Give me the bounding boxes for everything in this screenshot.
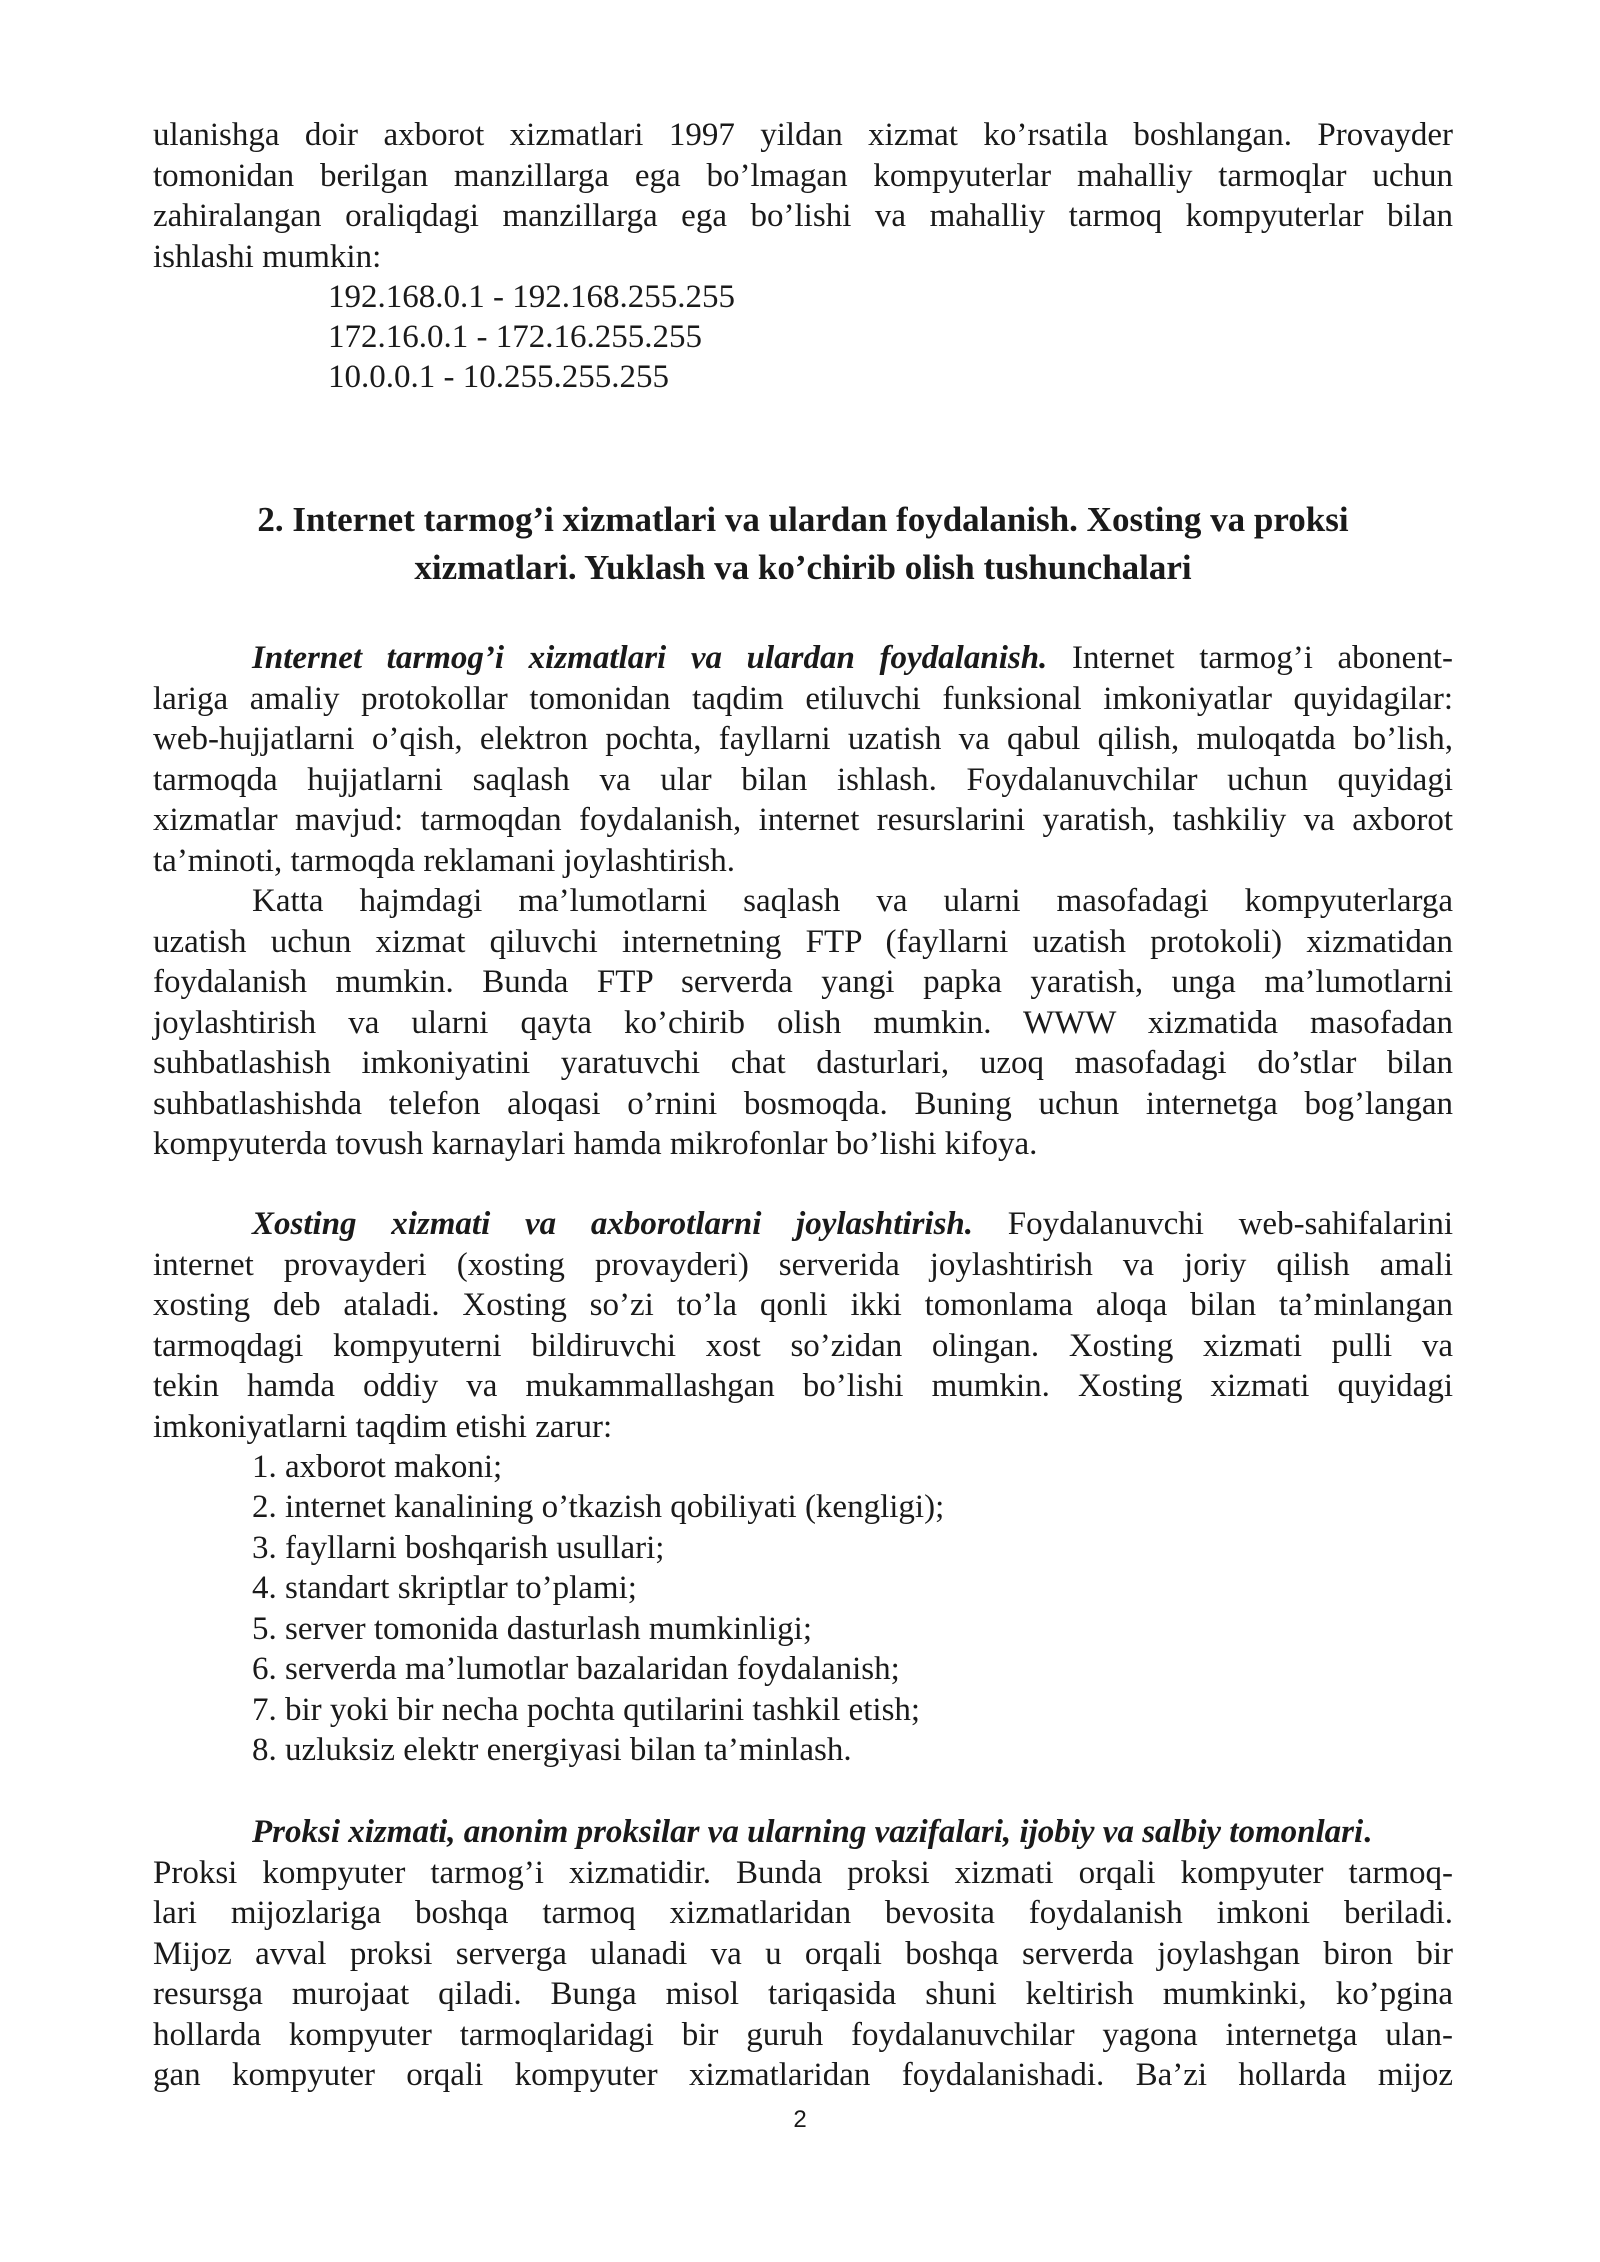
- list-item: 3. fayllarni boshqarish usullari;: [252, 1530, 665, 1566]
- text-line: Proksi kompyuter tarmog’i xizmatidir. Bunda proksi xizmati orqali kompyuter tarmoq-: [153, 1854, 1453, 1891]
- text-line: xizmatlar mavjud: tarmoqdan foydalanish, internet resurslarini yaratish, tashkiliy va axborot: [153, 802, 1453, 838]
- text-line: ulanishga doir axborot xizmatlari 1997 yildan xizmat ko’rsatila boshlangan. Provayder: [153, 117, 1453, 153]
- page-number: 2: [793, 2106, 807, 2133]
- text-line: Katta hajmdagi ma’lumotlarni saqlash va ularni masofadagi kompyuterlarga: [252, 883, 1453, 919]
- text-line: uzatish uchun xizmat qiluvchi internetning FTP (fayllarni uzatish protokoli) xizmatidan: [153, 923, 1453, 960]
- text-line: suhbatlashish imkoniyatini yaratuvchi chat dasturlari, uzoq masofadagi do’stlar bilan: [153, 1045, 1453, 1081]
- text-line: tomonidan berilgan manzillarga ega bo’lmagan kompyuterlar mahalliy tarmoqlar uchun: [153, 157, 1453, 194]
- text-line: suhbatlashishda telefon aloqasi o’rnini bosmoqda. Buning uchun internetga bog’langan: [153, 1085, 1453, 1122]
- text-line: tarmoqda hujjatlarni saqlash va ular bilan ishlash. Foydalanuvchilar uchun quyidagi: [153, 761, 1453, 798]
- list-item: 1. axborot makoni;: [252, 1449, 503, 1485]
- text-line: [153, 1812, 1453, 1853]
- heading-line-1: 2. Internet tarmog’i xizmatlari va ulardan foydalanish. Xosting va proksi: [257, 500, 1349, 539]
- list-item: 8. uzluksiz elektr energiyasi bilan ta’minlash.: [252, 1732, 852, 1768]
- ip-range-2: 172.16.0.1 - 172.16.255.255: [328, 319, 702, 355]
- hosting-paragraph: [153, 1204, 1453, 1447]
- text-line: zahiralangan oraliqdagi manzillarga ega bo’lishi va mahalliy tarmoq kompyuterlar bilan: [153, 198, 1453, 234]
- heading-line-2: xizmatlari. Yuklash va ko’chirib olish tushunchalari: [414, 548, 1192, 587]
- text-line: [153, 638, 1453, 679]
- list-item: 7. bir yoki bir necha pochta qutilarini tashkil etish;: [252, 1692, 921, 1728]
- list-item: 6. serverda ma’lumotlar bazalaridan foydalanish;: [252, 1651, 900, 1687]
- text-run: .: [1363, 1814, 1372, 1850]
- text-line: kompyuterda tovush karnaylari hamda mikrofonlar bo’lishi kifoya.: [153, 1126, 1038, 1162]
- text-line: ishlashi mumkin:: [153, 238, 382, 275]
- ip-range-1: 192.168.0.1 - 192.168.255.255: [328, 279, 735, 315]
- text-line: resursga murojaat qiladi. Bunga misol tariqasida shuni keltirish mumkinki, ko’pgina: [153, 1976, 1453, 2012]
- text-line: lari mijozlariga boshqa tarmoq xizmatlaridan bevosita foydalanish imkoni beriladi.: [153, 1895, 1453, 1931]
- text-run: Internet tarmog’i abonent-: [1047, 640, 1453, 676]
- list-item: 2. internet kanalining o’tkazish qobiliyati (kengligi);: [252, 1489, 945, 1525]
- ip-range-3: 10.0.0.1 - 10.255.255.255: [328, 359, 669, 395]
- text-line: hollarda kompyuter tarmoqlaridagi bir guruh foydalanuvchilar yagona internetga ulan-: [153, 2016, 1453, 2053]
- text-line: xosting deb ataladi. Xosting so’zi to’la qonli ikki tomonlama aloqa bilan ta’minlangan: [153, 1287, 1453, 1323]
- text-line: lariga amaliy protokollar tomonidan taqdim etiluvchi funksional imkoniyatlar quyidagilar:: [153, 680, 1453, 717]
- text-line: foydalanish mumkin. Bunda FTP serverda yangi papka yaratish, unga ma’lumotlarni: [153, 964, 1453, 1000]
- subsection-title: Proksi xizmati, anonim proksilar va ularning vazifalari, ijobiy va salbiy tomonlari: [252, 1814, 1364, 1850]
- text-line: tarmoqdagi kompyuterni bildiruvchi xost so’zidan olingan. Xosting xizmati pulli va: [153, 1327, 1453, 1364]
- text-line: gan kompyuter orqali kompyuter xizmatlaridan foydalanishadi. Ba’zi hollarda mijoz: [153, 2057, 1453, 2093]
- intro-paragraph: [153, 115, 1453, 277]
- section-heading: [153, 496, 1453, 592]
- internet-services-paragraph: [153, 638, 1453, 1165]
- text-line: internet provayderi (xosting provayderi) serverida joylashtirish va joriy qilish amali: [153, 1246, 1453, 1283]
- text-line: ta’minoti, tarmoqda reklamani joylashtirish.: [153, 842, 735, 879]
- text-line: tekin hamda oddiy va mukammallashgan bo’lishi mumkin. Xosting xizmati quyidagi: [153, 1368, 1453, 1404]
- proxy-paragraph: [153, 1812, 1453, 2096]
- subsection-title: Internet tarmog’i xizmatlari va ulardan foydalanish.: [252, 640, 1048, 676]
- text-run: Foydalanuvchi web-sahifalarini: [973, 1206, 1453, 1242]
- list-item: 5. server tomonida dasturlash mumkinligi;: [252, 1611, 813, 1647]
- list-item: 4. standart skriptlar to’plami;: [252, 1570, 637, 1606]
- text-line: imkoniyatlarni taqdim etishi zarur:: [153, 1408, 613, 1445]
- text-line: Mijoz avval proksi serverga ulanadi va u orqali boshqa serverda joylashgan biron bir: [153, 1935, 1453, 1972]
- subsection-title: Xosting xizmati va axborotlarni joylashtirish.: [252, 1206, 974, 1242]
- text-line: [153, 1204, 1453, 1245]
- text-line: joylashtirish va ularni qayta ko’chirib olish mumkin. WWW xizmatida masofadan: [153, 1004, 1453, 1041]
- text-line: web-hujjatlarni o’qish, elektron pochta, fayllarni uzatish va qabul qilish, muloqatda bo’lish,: [153, 721, 1453, 757]
